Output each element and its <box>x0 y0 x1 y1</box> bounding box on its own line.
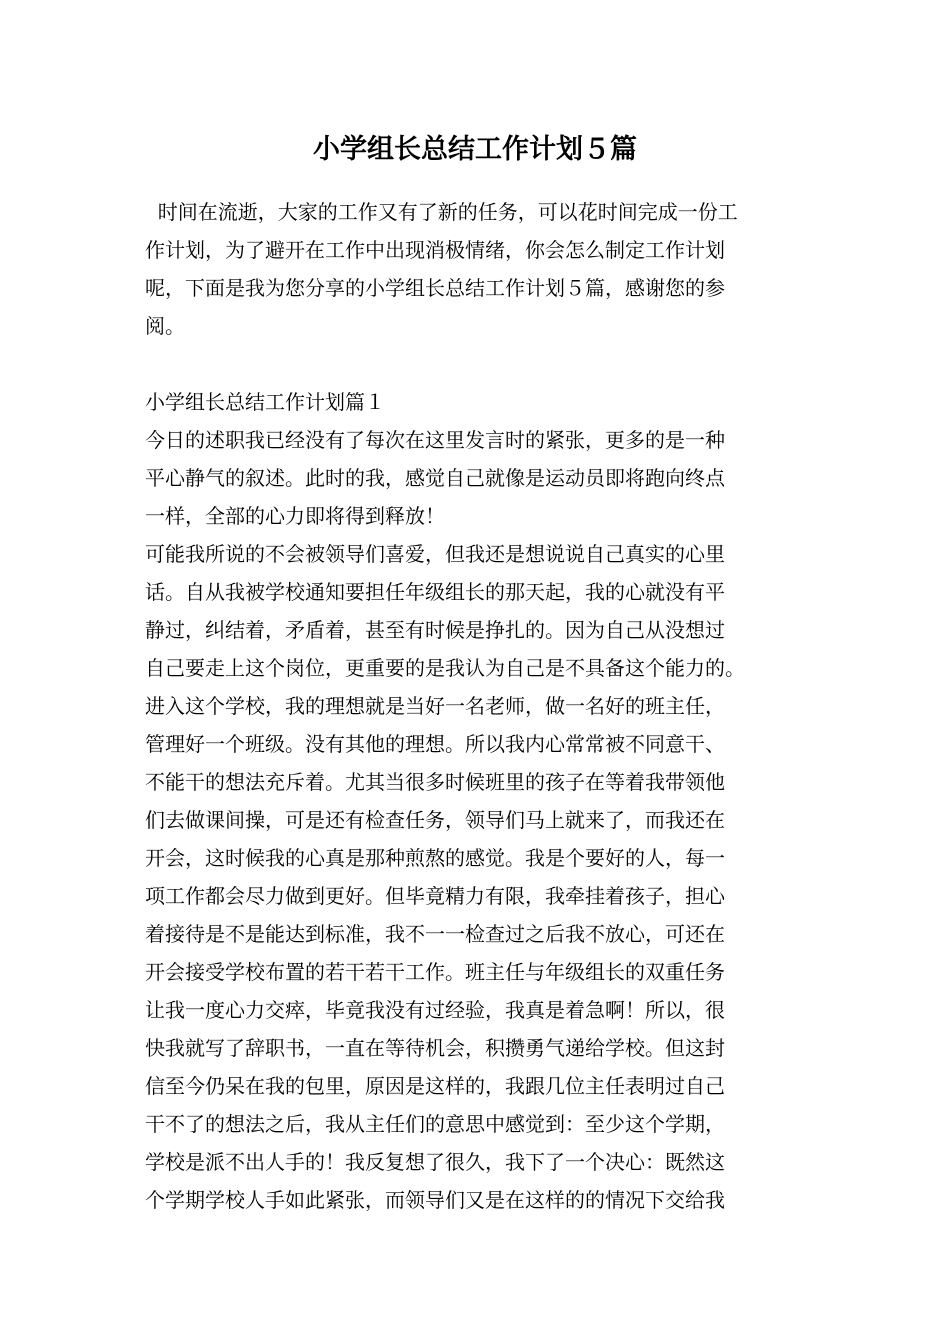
body-line: 平心静气的叙述。此时的我，感觉自己就像是运动员即将跑向终点 <box>145 466 725 490</box>
section-heading: 小学组长总结工作计划篇１ <box>145 390 385 414</box>
body-line: 不能干的想法充斥着。尤其当很多时候班里的孩子在等着我带领他 <box>145 770 725 794</box>
body-line: 学校是派不出人手的！我反复想了很久，我下了一个决心：既然这 <box>145 1150 725 1174</box>
body-line: 让我一度心力交瘁，毕竟我没有过经验，我真是着急啊！所以，很 <box>145 998 725 1022</box>
body-line: 今日的述职我已经没有了每次在这里发言时的紧张，更多的是一种 <box>145 428 725 452</box>
section-body <box>145 421 820 1219</box>
body-line: 们去做课间操，可是还有检查任务，领导们马上就来了，而我还在 <box>145 808 725 832</box>
body-line: 一样，全部的心力即将得到释放！ <box>145 504 445 528</box>
body-line: 进入这个学校，我的理想就是当好一名老师，做一名好的班主任， <box>145 694 725 718</box>
body-line: 快我就写了辞职书，一直在等待机会，积攒勇气递给学校。但这封 <box>145 1036 725 1060</box>
body-line: 项工作都会尽力做到更好。但毕竟精力有限，我牵挂着孩子，担心 <box>145 884 725 908</box>
intro-paragraph <box>145 193 820 345</box>
intro-line: 作计划，为了避开在工作中出现消极情绪，你会怎么制定工作计划 <box>145 238 725 262</box>
body-line: 管理好一个班级。没有其他的理想。所以我内心常常被不同意干、 <box>145 732 725 756</box>
paragraph-spacer <box>145 345 820 383</box>
body-line: 自己要走上这个岗位，更重要的是我认为自己是不具备这个能力的。 <box>145 656 745 680</box>
body-line: 着接待是不是能达到标准，我不一一检查过之后我不放心，可还在 <box>145 922 725 946</box>
body-line: 可能我所说的不会被领导们喜爱，但我还是想说说自己真实的心里 <box>145 542 725 566</box>
body-line: 开会接受学校布置的若干若干工作。班主任与年级组长的双重任务 <box>145 960 725 984</box>
intro-line: 呢，下面是我为您分享的小学组长总结工作计划５篇，感谢您的参 <box>145 276 725 300</box>
body-line: 个学期学校人手如此紧张，而领导们又是在这样的的情况下交给我 <box>145 1188 725 1212</box>
body-line: 干不了的想法之后，我从主任们的意思中感觉到：至少这个学期， <box>145 1112 725 1136</box>
intro-line: 时间在流逝，大家的工作又有了新的任务，可以花时间完成一份工 <box>145 200 738 224</box>
body-line: 静过，纠结着，矛盾着，甚至有时候是挣扎的。因为自己从没想过 <box>145 618 725 642</box>
body-line: 信至今仍呆在我的包里，原因是这样的，我跟几位主任表明过自己 <box>145 1074 725 1098</box>
body-line: 话。自从我被学校通知要担任年级组长的那天起，我的心就没有平 <box>145 580 725 604</box>
document-title: 小学组长总结工作计划５篇 <box>313 134 637 165</box>
document-body <box>145 193 820 1219</box>
intro-line: 阅。 <box>145 314 185 338</box>
body-line: 开会，这时候我的心真是那种煎熬的感觉。我是个要好的人，每一 <box>145 846 725 870</box>
